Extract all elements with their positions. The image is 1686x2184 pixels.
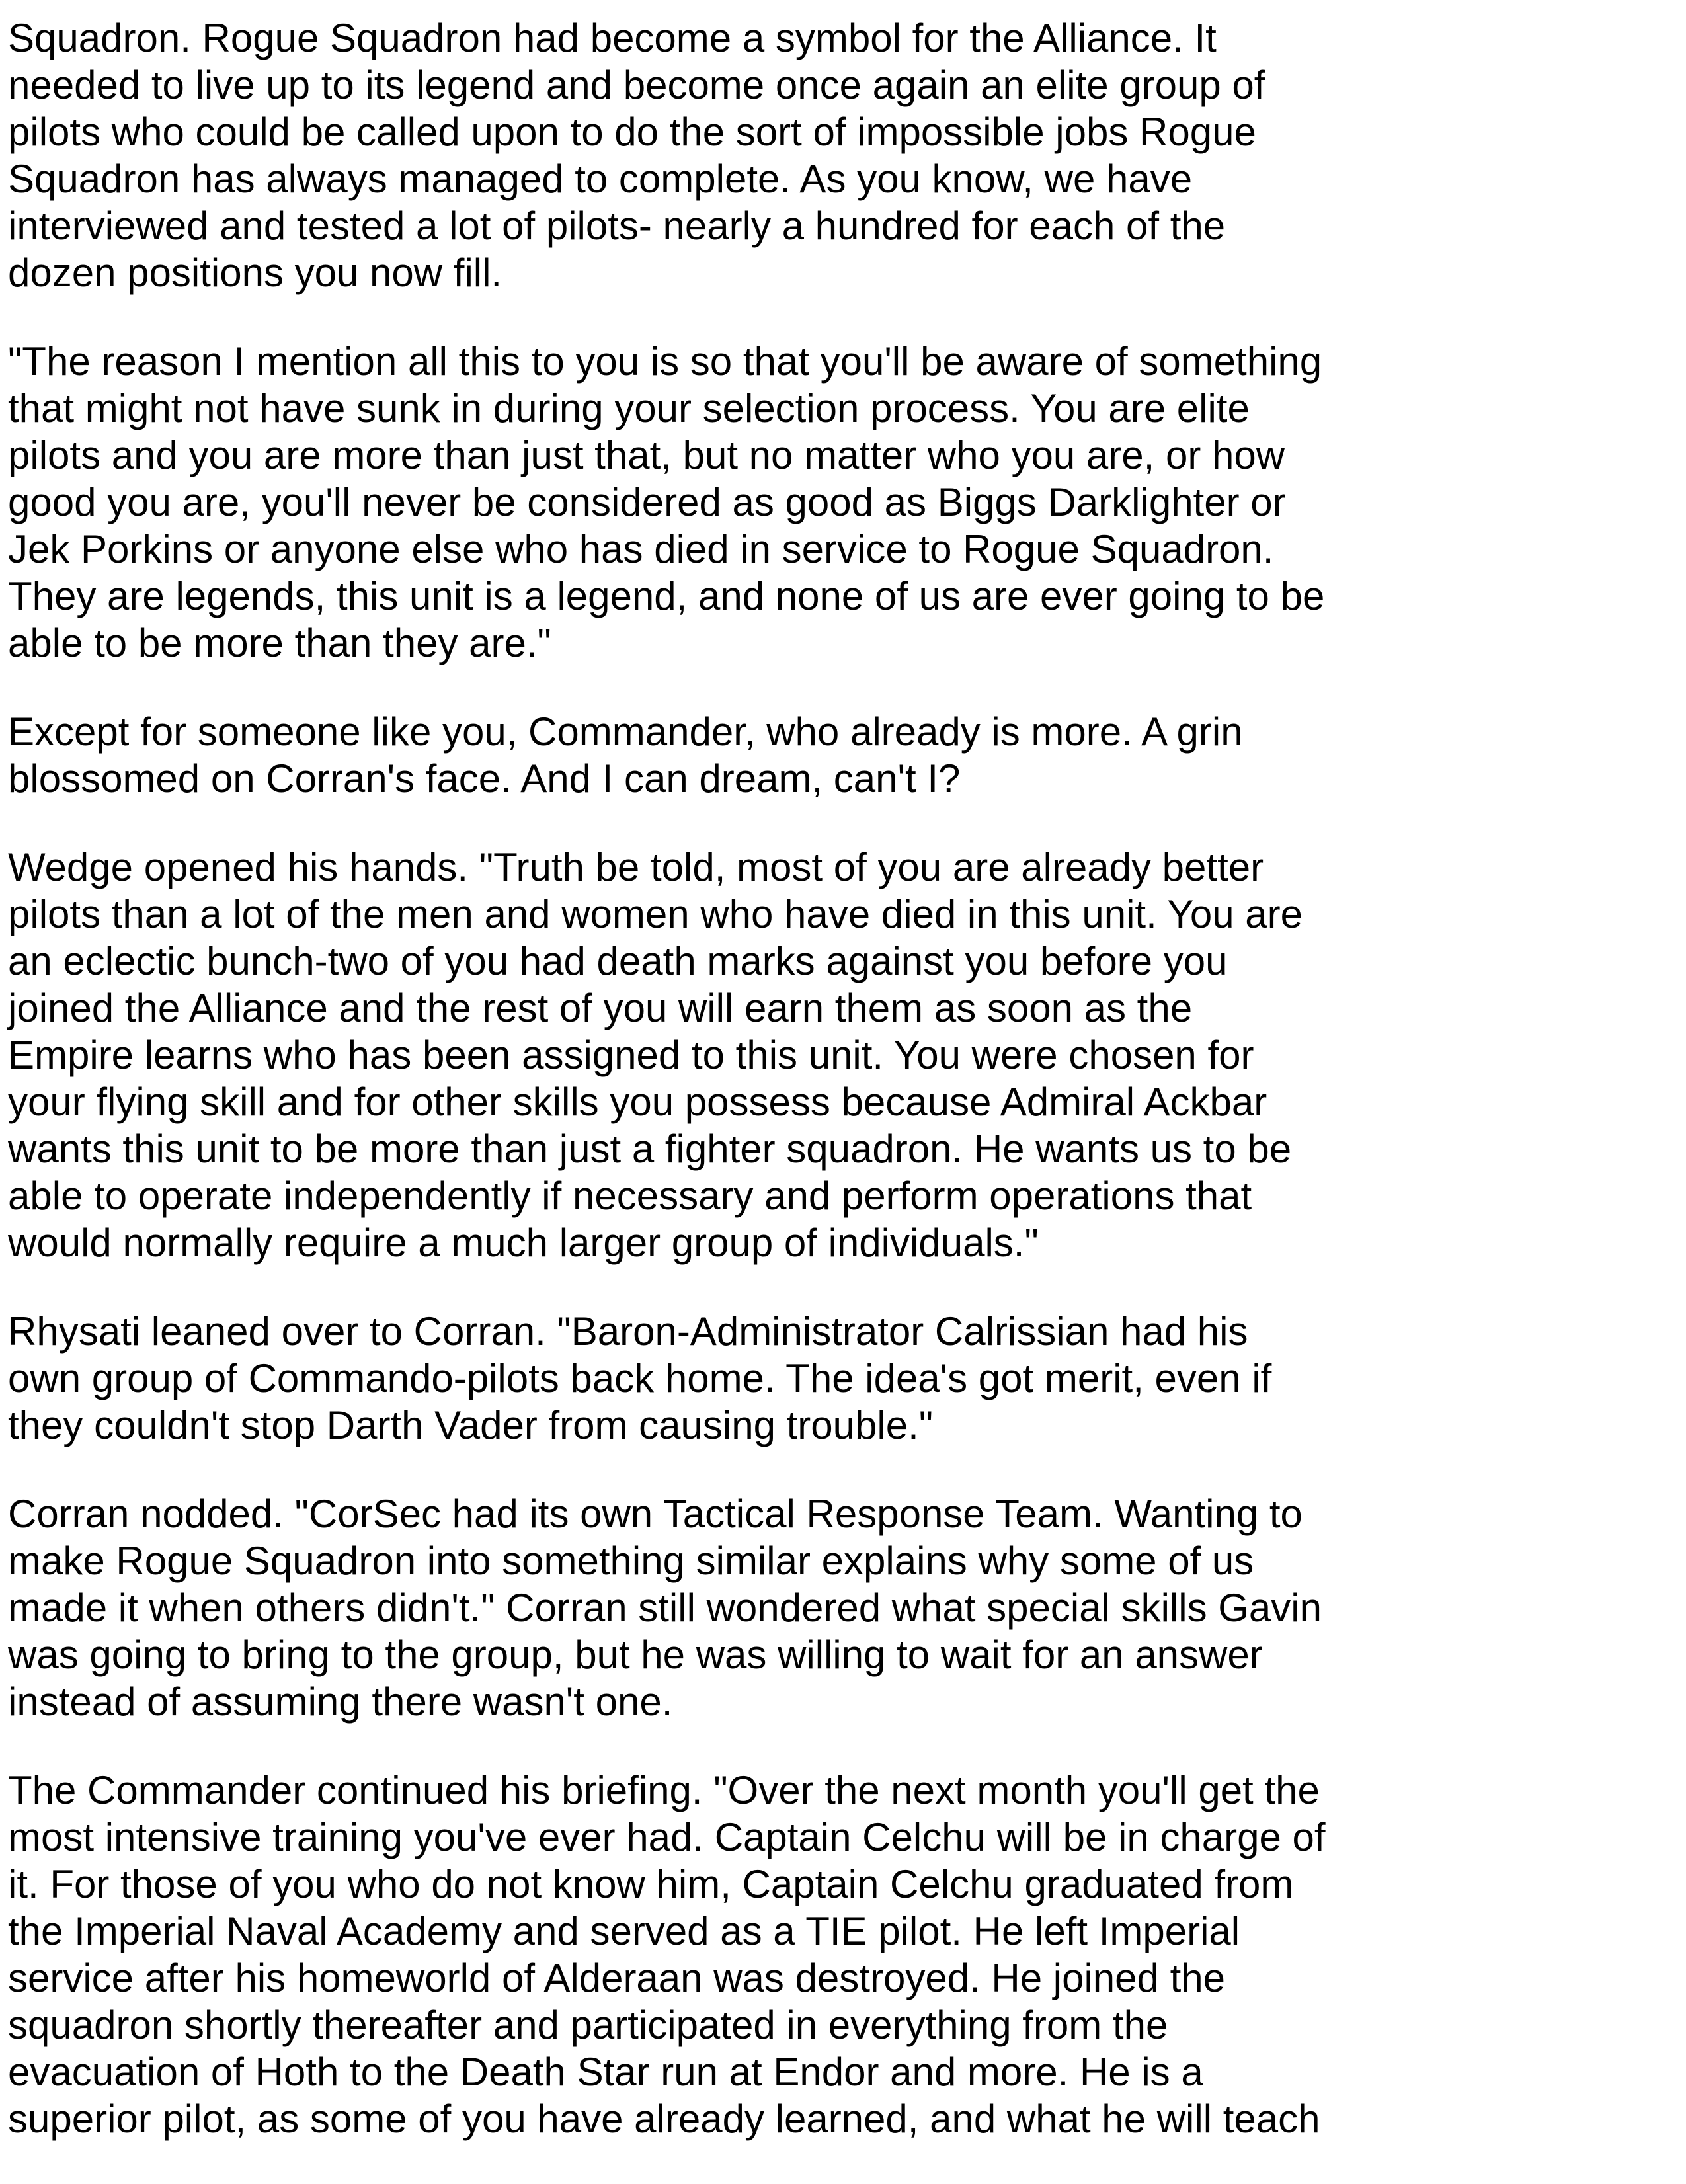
text-line: needed to live up to its legend and become once again an elite group of [8, 63, 1265, 107]
text-line: the Imperial Naval Academy and served as a TIE pilot. He left Imperial [8, 1909, 1240, 1953]
text-line: Corran nodded. "CorSec had its own Tactical Response Team. Wanting to [8, 1492, 1303, 1536]
text-line: The Commander continued his briefing. "Over the next month you'll get the [8, 1768, 1320, 1812]
text-line: it. For those of you who do not know him, Captain Celchu graduated from [8, 1862, 1294, 1906]
text-line: interviewed and tested a lot of pilots- nearly a hundred for each of the [8, 204, 1226, 248]
text-line: an eclectic bunch-two of you had death marks against you before you [8, 939, 1228, 983]
paragraph [8, 1490, 1383, 1725]
text-line: able to be more than they are." [8, 621, 551, 665]
text-line: would normally require a much larger group of individuals." [8, 1221, 1039, 1265]
text-line: pilots and you are more than just that, but no matter who you are, or how [8, 433, 1285, 477]
text-line: made it when others didn't." Corran still wondered what special skills Gavin [8, 1586, 1322, 1630]
document-page [8, 15, 1383, 2184]
text-line: your flying skill and for other skills you possess because Admiral Ackbar [8, 1080, 1267, 1124]
text-line: pilots than a lot of the men and women who have died in this unit. You are [8, 892, 1303, 936]
text-line: evacuation of Hoth to the Death Star run at Endor and more. He is a [8, 2050, 1203, 2094]
text-line: squadron shortly thereafter and participated in everything from the [8, 2003, 1168, 2047]
text-line: blossomed on Corran's face. And I can dream, can't I? [8, 756, 961, 801]
paragraph [8, 708, 1383, 802]
text-line: Squadron. Rogue Squadron had become a symbol for the Alliance. It [8, 16, 1217, 60]
text-line: they couldn't stop Darth Vader from causing trouble." [8, 1403, 934, 1447]
paragraph [8, 1308, 1383, 1449]
text-line: own group of Commando-pilots back home. The idea's got merit, even if [8, 1356, 1272, 1400]
text-line: superior pilot, as some of you have already learned, and what he will teach [8, 2097, 1320, 2141]
text-line: Empire learns who has been assigned to this unit. You were chosen for [8, 1033, 1254, 1077]
text-line: wants this unit to be more than just a fighter squadron. He wants us to be [8, 1127, 1292, 1171]
text-line: Rhysati leaned over to Corran. "Baron-Administrator Calrissian had his [8, 1309, 1248, 1354]
paragraph [8, 844, 1383, 1266]
paragraph [8, 338, 1383, 667]
text-line: dozen positions you now fill. [8, 251, 502, 295]
text-line: make Rogue Squadron into something similar explains why some of us [8, 1539, 1254, 1583]
paragraph [8, 1767, 1383, 2142]
paragraph [8, 15, 1383, 296]
text-line: "The reason I mention all this to you is so that you'll be aware of something [8, 339, 1322, 384]
text-line: Except for someone like you, Commander, who already is more. A grin [8, 709, 1243, 754]
text-line: Squadron has always managed to complete. As you know, we have [8, 157, 1193, 201]
text-line: that might not have sunk in during your selection process. You are elite [8, 386, 1250, 430]
text-line: was going to bring to the group, but he was willing to wait for an answer [8, 1633, 1263, 1677]
text-line: most intensive training you've ever had. Captain Celchu will be in charge of [8, 1815, 1326, 1859]
text-line: joined the Alliance and the rest of you will earn them as soon as the [8, 986, 1193, 1030]
text-line: pilots who could be called upon to do the sort of impossible jobs Rogue [8, 110, 1256, 154]
text-line: Wedge opened his hands. "Truth be told, most of you are already better [8, 845, 1264, 889]
text-line: Jek Porkins or anyone else who has died in service to Rogue Squadron. [8, 527, 1274, 571]
text-line: good you are, you'll never be considered as good as Biggs Darklighter or [8, 480, 1286, 524]
text-line: service after his homeworld of Alderaan was destroyed. He joined the [8, 1956, 1225, 2000]
text-line: instead of assuming there wasn't one. [8, 1679, 673, 1724]
text-line: able to operate independently if necessary and perform operations that [8, 1174, 1252, 1218]
text-line: They are legends, this unit is a legend, and none of us are ever going to be [8, 574, 1325, 618]
